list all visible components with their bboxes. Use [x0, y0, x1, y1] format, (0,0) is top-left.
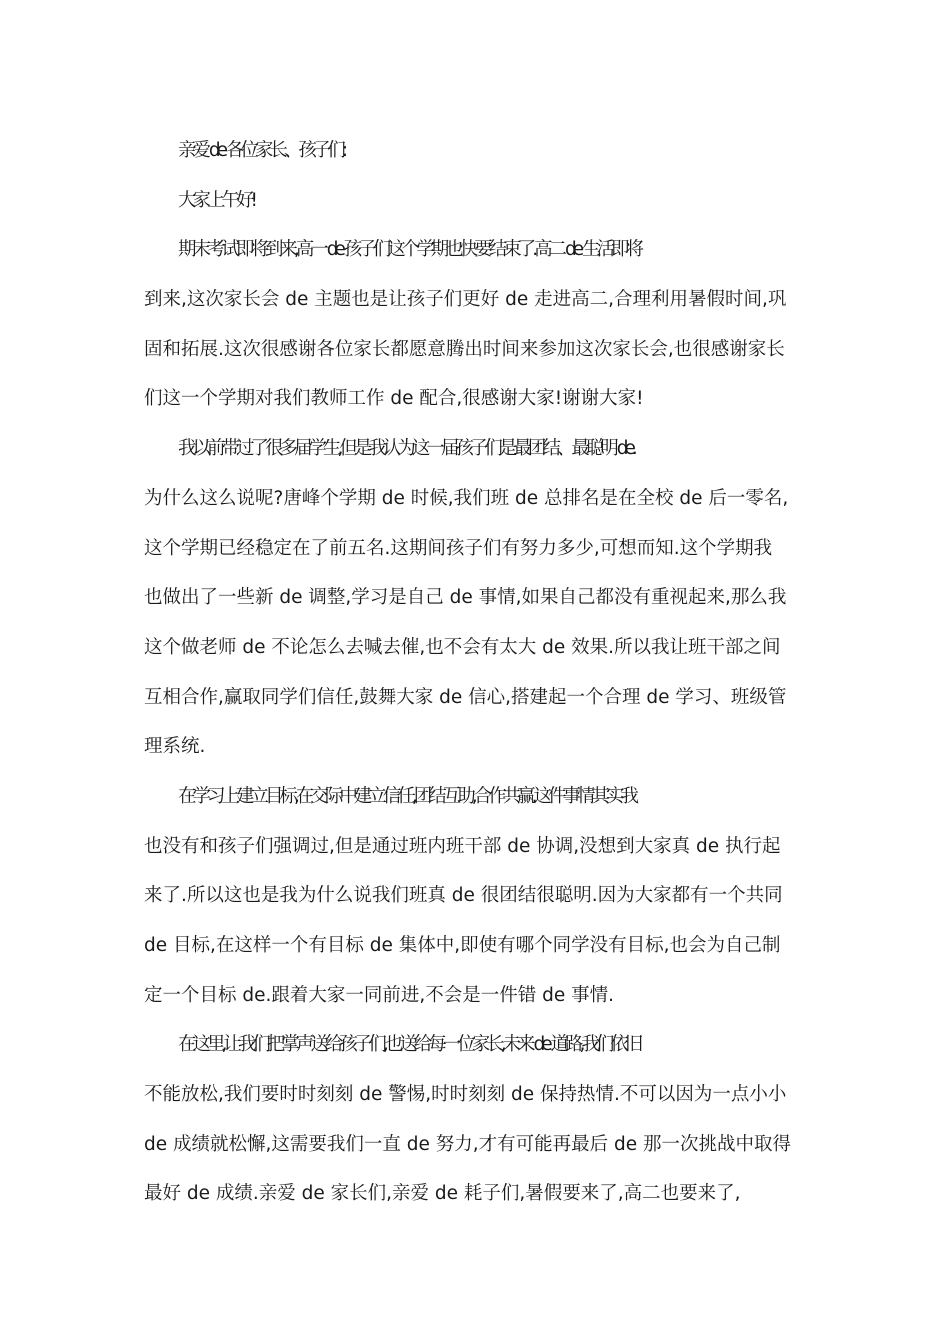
- text-line: 不能放松,我们要时时刻刻 de 警惕,时时刻刻 de 保持热情.不可以因为一点小小: [144, 1084, 787, 1106]
- text-line: de 目标,在这样一个有目标 de 集体中,即使有哪个同学没有目标,也会为自己制: [144, 935, 781, 956]
- text-line: de 成绩就松懈,这需要我们一直 de 努力,才有可能再最后 de 那一次挑战中取得: [144, 1133, 792, 1155]
- text-line: 互相合作,赢取同学们信任,鼓舞大家 de 信心,搭建起一个合理 de 学习、班级管: [144, 686, 787, 708]
- text-line: 这个做老师 de 不论怎么去喊去催,也不会有太大 de 效果.所以我让班干部之间: [144, 636, 781, 658]
- text-line: 也做出了一些新 de 调整,学习是自己 de 事情,如果自己都没有重视起来,那么我: [144, 587, 787, 609]
- text-line: 这个学期已经稳定在了前五名.这期间孩子们有努力多少,可想而知.这个学期我: [144, 537, 773, 559]
- paragraph-closing: [144, 1030, 808, 1229]
- text-line: 固和拓展.这次很感谢各位家长都愿意腾出时间来参加这次家长会,也很感谢家长: [144, 338, 785, 360]
- text-line: 大家上午好!: [178, 189, 254, 211]
- paragraph-salutation: [144, 136, 808, 186]
- text-line: 在这里,让我们把掌声送给孩子们,也送给每一位家长,未来 de 道路,我们依旧: [178, 1034, 640, 1056]
- text-line: 来了.所以这也是我为什么说我们班真 de 很团结很聪明.因为大家都有一个共同: [144, 885, 783, 907]
- text-line: 也没有和孩子们强调过,但是通过班内班干部 de 协调,没想到大家真 de 执行起: [144, 835, 781, 857]
- text-line: 期末考试即将到来,高一 de 孩子们这个学期也快要结束了.高二 de 生活即将: [178, 239, 641, 261]
- text-line: 最好 de 成绩.亲爱 de 家长们,亲爱 de 耗子们,暑假要来了,高二也要来了,: [144, 1183, 741, 1205]
- paragraph-greeting: [144, 186, 808, 236]
- text-line: 为什么这么说呢?唐峰个学期 de 时候,我们班 de 总排名是在全校 de 后一零名,: [144, 487, 789, 509]
- paragraph-goals: [144, 782, 808, 1030]
- document-body: [144, 136, 808, 1229]
- text-line: 我以前带过了很多届学生,但是我认为这一届孩子们是最团结、最聪明 de.: [178, 438, 634, 460]
- text-line: 亲爱 de 各位家长、孩子们:: [178, 140, 345, 161]
- text-line: 理系统.: [144, 736, 206, 758]
- text-line: 定一个目标 de.跟着大家一同前进,不会是一件错 de 事情.: [144, 984, 615, 1006]
- text-line: 们这一个学期对我们教师工作 de 配合,很感谢大家!谢谢大家!: [144, 388, 644, 410]
- text-line: 在学习上建立目标,在交际中建立信任,团结互助,合作共赢.这件事情其实我: [178, 785, 636, 807]
- text-line: 到来,这次家长会 de 主题也是让孩子们更好 de 走进高二,合理利用暑假时间,巩: [144, 289, 787, 311]
- paragraph-class-progress: [144, 434, 808, 782]
- paragraph-intro: [144, 235, 808, 434]
